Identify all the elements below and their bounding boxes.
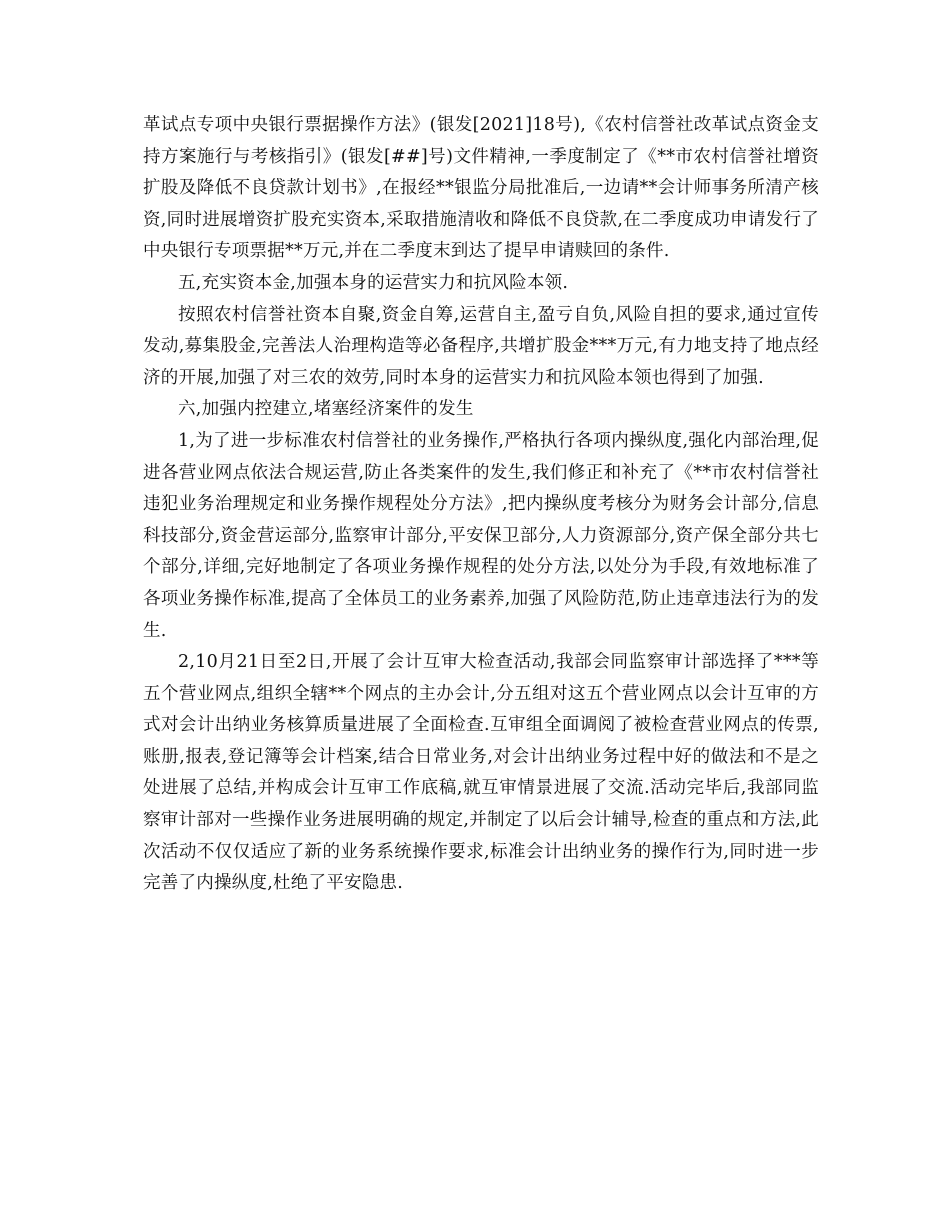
section-heading-six: 六,加强内控建立,堵塞经济案件的发生 [178,399,474,420]
paragraph-continuation: 革试点专项中央银行票据操作方法》(银发[2021]18号),《农村信誉社改革试点资金支持方案施行与考核指引》(银发[##]号)文件精神,一季度制定了《**市农村信誉社增资扩股及降低不良贷款计划书》,在报经**银监分局批准后,一边请**会计师事务所清产核资,同时进展增资扩股充实资本,采取措施清收和降低不良贷款,在二季度成功申请发行了中央银行专项票据**万元,并在二季度末到达了提早申请赎回的条件. [143,115,819,262]
section-heading-five: 五,充实资本金,加强本身的运营实力和抗风险本领. [178,272,569,293]
paragraph-item-one: 1,为了进一步标准农村信誉社的业务操作,严格执行各项内操纵度,强化内部治理,促进各营业网点依法合规运营,防止各类案件的发生,我们修正和补充了《**市农村信誉社违犯业务治理规定和业务操作规程处分方法》,把内操纵度考核分为财务会计部分,信息科技部分,资金营运部分,监察审计部分,平安保卫部分,人力资源部分,资产保全部分共七个部分,详细,完好地制定了各项业务操作规程的处分方法,以处分为手段,有效地标准了各项业务操作标准,提高了全体员工的业务素养,加强了风险防范,防止违章违法行为的发生. [143,430,819,641]
paragraph-section-five: 按照农村信誉社资本自聚,资金自筹,运营自主,盈亏自负,风险自担的要求,通过宣传发动,募集股金,完善法人治理构造等必备程序,共增扩股金***万元,有力地支持了地点经济的开展,加强了对三农的效劳,同时本身的运营实力和抗风险本领也得到了加强. [143,304,819,388]
paragraph-item-two: 2,10月21日至2日,开展了会计互审大检查活动,我部会同监察审计部选择了***等五个营业网点,组织全辖**个网点的主办会计,分五组对这五个营业网点以会计互审的方式对会计出纳业务核算质量进展了全面检查.互审组全面调阅了被检查营业网点的传票,账册,报表,登记簿等会计档案,结合日常业务,对会计出纳业务过程中好的做法和不是之处进展了总结,并构成会计互审工作底稿,就互审情景进展了交流.活动完毕后,我部同监察审计部对一些操作业务进展明确的规定,并制定了以后会计辅导,检查的重点和方法,此次活动不仅仅适应了新的业务系统操作要求,标准会计出纳业务的操作行为,同时进一步完善了内操纵度,杜绝了平安隐患. [143,652,819,894]
document-body [143,110,819,900]
